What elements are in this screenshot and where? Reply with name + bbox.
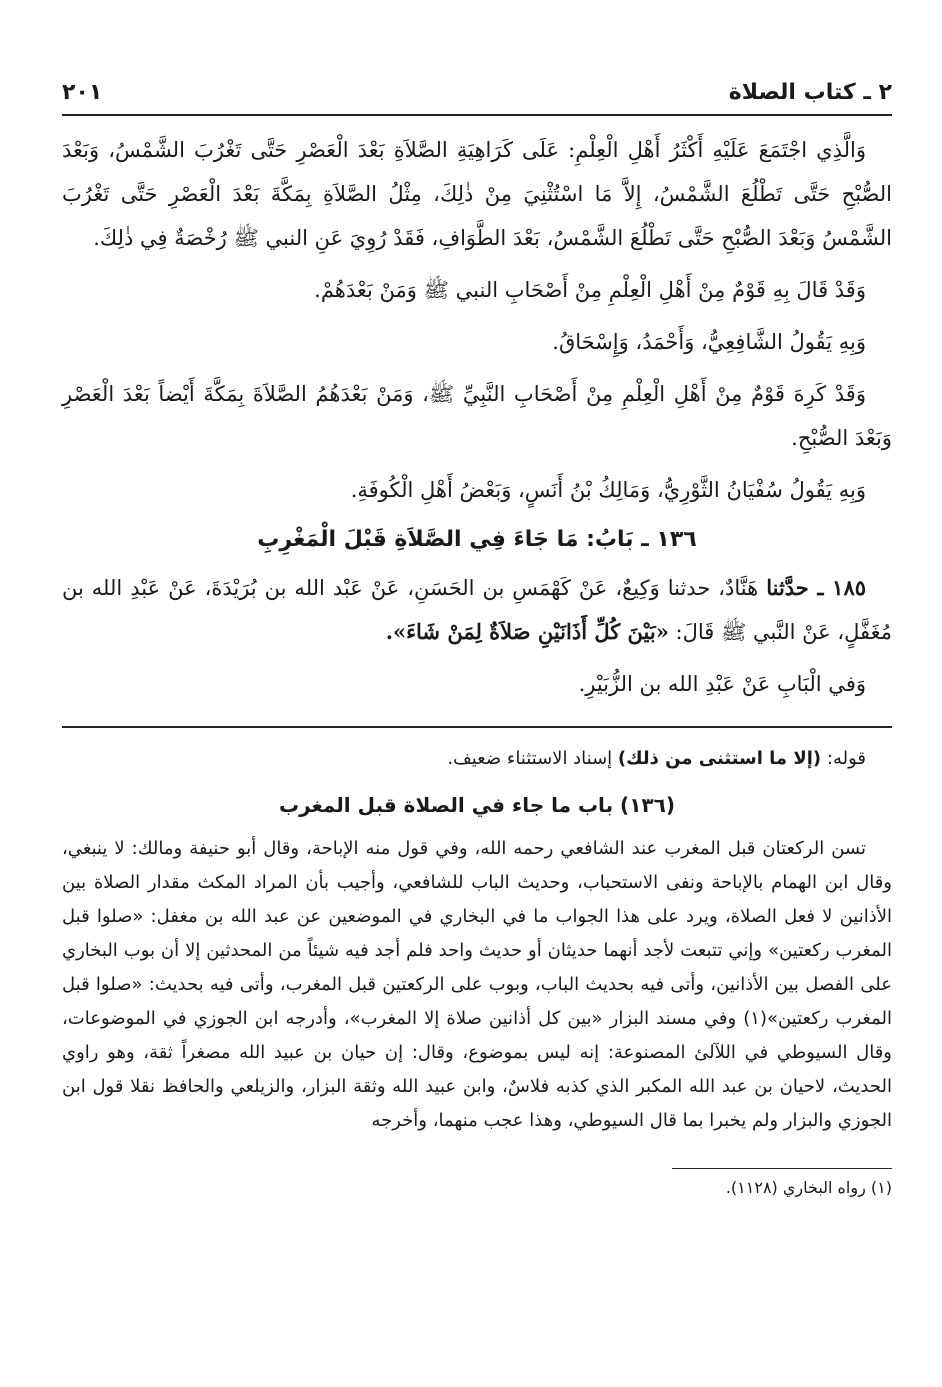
main-text — [62, 128, 892, 706]
commentary-heading: (١٣٦) باب ما جاء في الصلاة قبل المغرب — [279, 793, 675, 817]
paragraph-3: وَبِهِ يَقُولُ الشَّافِعِيُّ، وَأَحْمَدُ، وَإِسْحَاقُ. — [552, 330, 866, 354]
running-head — [62, 70, 892, 116]
commentary — [62, 742, 892, 1138]
commentary-intro — [62, 742, 892, 776]
footnote: (١) رواه البخاري (١١٢٨). — [725, 1178, 892, 1197]
hadith-paragraph — [62, 566, 892, 654]
commentary-intro-rest: إسناد الاستثناء ضعيف. — [447, 748, 613, 769]
paragraph-5: وَبِهِ يَقُولُ سُفْيَانُ الثَّوْرِيُّ، وَمَالِكُ بْنُ أَنَسٍ، وَبَعْضُ أَهْلِ الْكُوفَةِ. — [350, 478, 866, 502]
footnote-divider — [672, 1168, 892, 1169]
paragraph-4: وَقَدْ كَرِهَ قَوْمٌ مِنْ أَهْلِ الْعِلْمِ مِنْ أَصْحَابِ النَّبِيِّ ﷺ، وَمَنْ بَعْدَهُمُ الصَّلاَةَ بِمَكَّةَ أَيْضاً بَعْدَ الْعَصْرِ وَبَعْدَ الصُّبْحِ. — [62, 382, 892, 450]
chapter-heading: ١٣٦ ـ بَابُ: مَا جَاءَ فِي الصَّلاَةِ قَبْلَ الْمَغْرِبِ — [257, 527, 697, 552]
commentary-intro-quote: (إلا ما استثنى من ذلك) — [617, 748, 822, 769]
commentary-body: تسن الركعتان قبل المغرب عند الشافعي رحمه الله، وفي قول منه الإباحة، وقال أبو حنيفة ومالك: لا ينبغي، وقال ابن الهمام بالإباحة ونفى الاستحباب، وحديث الباب للشافعي، وأجيب بأن المراد المكث مقدار الصلاة بين الأذانين لا فعل الصلاة، ويرد على هذا الجواب ما في البخاري في الموضعين عن عبد الله بن مغفل: «صلوا قبل المغرب ركعتين» وإني تتبعت لأجد أنهما حديثان أو حديث واحد فلم أجد فيه شيئاً من المحدثين إلا أن بوب البخاري على الفصل بين الأذانين، وأتى فيه بحديث الباب، وبوب على الركعتين قبل المغرب، وأتى فيه بحديث: «صلوا قبل المغرب ركعتين»(١) وفي مسند البزار «بين كل أذانين صلاة إلا المغرب»، وأدرجه ابن الجوزي في الموضوعات، وقال السيوطي في اللآلئ المصنوعة: إنه ليس بموضوع، وقال: إن حيان بن عبيد الله مصغراً ثقة، وهو راوي الحديث، لاحيان بن عبد الله المكبر الذي كذبه فلاسٌ، وابن عبيد الله وثقة البزار، والزيلعي والحافظ نقلا قول ابن الجوزي والبزار ولم يخبرا بما قال السيوطي، وهذا عجب منهما، وأخرجه — [62, 838, 892, 1131]
hadith-chain: هَنَّادٌ، حدثنا وَكِيعٌ، عَنْ كَهْمَسِ بن الحَسَنِ، عَنْ عَبْد الله بن بُرَيْدَةَ، عَنْ عَبْدِ الله بن مُغَفَّلٍ، عَنْ النَّبي ﷺ قَالَ: — [62, 576, 892, 644]
separator-line — [62, 726, 892, 728]
book-title: ٢ ـ كتاب الصلاة — [728, 80, 892, 105]
paragraph-2: وَقَدْ قَالَ بِهِ قَوْمٌ مِنْ أَهْلِ الْعِلْمِ مِنْ أَصْحَابِ النبي ﷺ وَمَنْ بَعْدَهُمْ. — [314, 278, 866, 302]
prophet-speech: «بَيْنَ كُلِّ أَذَانَيْنِ صَلاَةٌ لِمَنْ شَاءَ». — [385, 619, 669, 644]
paragraph-1: وَالَّذِي اجْتَمَعَ عَلَيْهِ أَكْثَرُ أَهْلِ الْعِلْمِ: عَلَى كَرَاهِيَةِ الصَّلاَةِ بَعْدَ الْعَصْرِ حَتَّى تَغْرُبَ الشَّمْسُ، وَبَعْدَ الصُّبْحِ حَتَّى تَطْلُعَ الشَّمْسُ، إِلاَّ مَا اسْتُثْنِيَ مِنْ ذٰلِكَ، مِثْلُ الصَّلاَةِ بِمَكَّةَ بَعْدَ الْعَصْرِ حَتَّى تَغْرُبَ الشَّمْسُ وَبَعْدَ الصُّبْحِ حَتَّى تَطْلُعَ الشَّمْسُ، بَعْدَ الطَّوَافِ، فَقَدْ رُوِيَ عَنِ النبي ﷺ رُخْصَةٌ فِي ذٰلِكَ. — [62, 138, 892, 250]
hadith-number: ١٨٥ ـ حدَّثنا — [766, 575, 867, 600]
paragraph-last: وَفي الْبَابِ عَنْ عَبْدِ الله بن الزُّبَيْرِ. — [578, 672, 866, 696]
page-number: ٢٠١ — [62, 80, 103, 105]
commentary-intro-label: قوله: — [826, 748, 866, 769]
book-page — [62, 70, 892, 1370]
